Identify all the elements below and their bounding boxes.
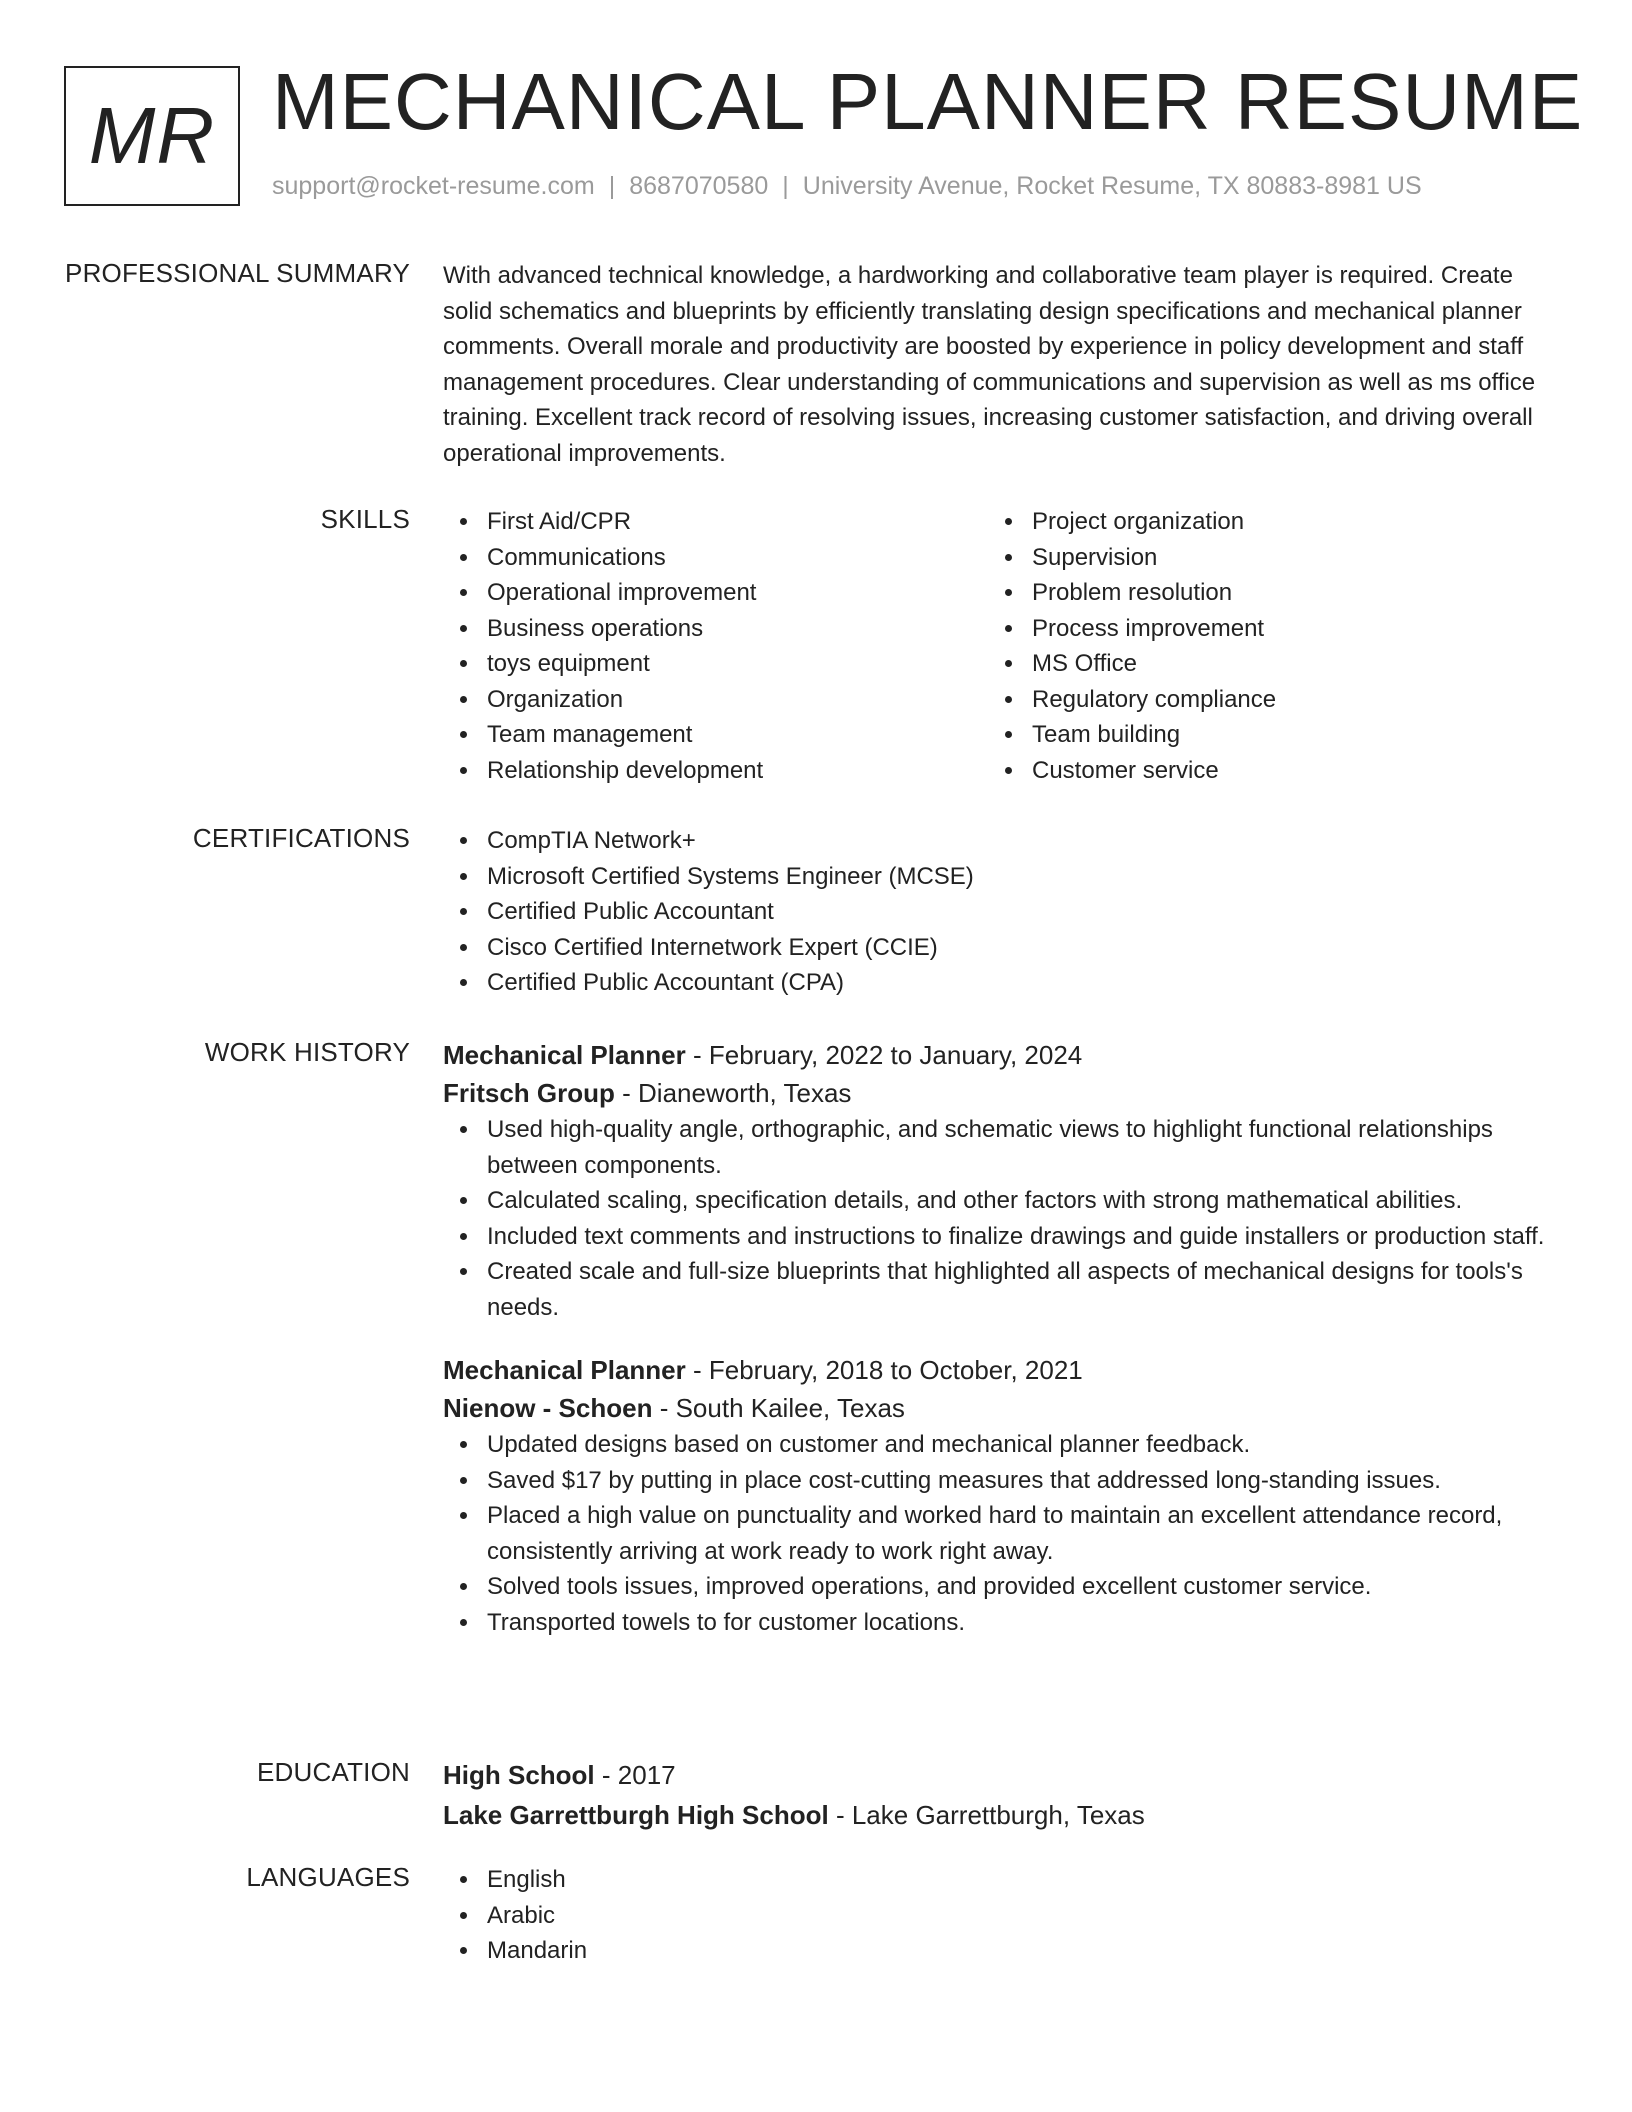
job-company-line: [443, 1389, 1553, 1427]
education-heading: EDUCATION: [257, 1757, 410, 1787]
skills-body: [443, 504, 1553, 788]
certification-item: Certified Public Accountant: [443, 894, 1553, 930]
skill-item: Operational improvement: [443, 575, 988, 611]
certification-item: Certified Public Accountant (CPA): [443, 965, 1553, 1001]
contact-address: University Avenue, Rocket Resume, TX 80883-8981 US: [802, 172, 1422, 200]
summary-text: With advanced technical knowledge, a hardworking and collaborative team player is required. Create solid schematics and blueprints by efficiently translating design specifications and mechanical planner comments. Overall morale and productivity are boosted by experience in policy development and staff management procedures. Clear understanding of communications and supervision as well as ms office training. Excellent track record of resolving issues, increasing customer satisfaction, and driving overall operational improvements.: [443, 262, 1536, 467]
certifications-list: [443, 823, 1553, 1001]
contact-separator: |: [608, 172, 616, 200]
job-title-line: [443, 1036, 1553, 1074]
resume-title: MECHANICAL PLANNER RESUME: [272, 57, 1584, 146]
skill-item: Communications: [443, 540, 988, 576]
contact-line: [272, 172, 1422, 201]
skill-item: toys equipment: [443, 646, 988, 682]
skill-item: Team management: [443, 717, 988, 753]
skills-heading: SKILLS: [320, 504, 410, 534]
education-school: Lake Garrettburgh High School: [443, 1800, 829, 1830]
education-year: - 2017: [601, 1760, 676, 1790]
certification-item: Cisco Certified Internetwork Expert (CCIE): [443, 930, 1553, 966]
job-dates: - February, 2018 to October, 2021: [693, 1355, 1083, 1385]
job-bullet: Included text comments and instructions to finalize drawings and guide installers or production staff.: [443, 1219, 1553, 1255]
job-bullet-list: [443, 1427, 1553, 1640]
skill-item: Regulatory compliance: [988, 682, 1533, 718]
work-history-heading: WORK HISTORY: [204, 1037, 410, 1067]
education-degree-line: [443, 1756, 1553, 1794]
monogram-initials: MR: [88, 91, 216, 180]
languages-body: [443, 1862, 1553, 1969]
summary-body: [443, 258, 1553, 471]
job-location: - Dianeworth, Texas: [622, 1078, 852, 1108]
job-bullet: Solved tools issues, improved operations, and provided excellent customer service.: [443, 1569, 1553, 1605]
contact-separator: |: [782, 172, 789, 200]
job-bullet: Calculated scaling, specification details, and other factors with strong mathematical abilities.: [443, 1183, 1553, 1219]
skill-item: Customer service: [988, 753, 1533, 789]
skill-item: Relationship development: [443, 753, 988, 789]
skill-item: MS Office: [988, 646, 1533, 682]
skill-item: Problem resolution: [988, 575, 1533, 611]
skill-item: Organization: [443, 682, 988, 718]
skills-list-left: [443, 504, 988, 788]
job-bullet: Saved $17 by putting in place cost-cutting measures that addressed long-standing issues.: [443, 1463, 1553, 1499]
language-item: Arabic: [443, 1898, 1553, 1934]
languages-list: [443, 1862, 1553, 1969]
language-item: Mandarin: [443, 1933, 1553, 1969]
summary-heading: PROFESSIONAL SUMMARY: [65, 258, 410, 288]
job-bullet: Used high-quality angle, orthographic, and schematic views to highlight functional relationships between components.: [443, 1112, 1553, 1183]
education-degree: High School: [443, 1760, 595, 1790]
contact-email: support@rocket-resume.com: [272, 172, 595, 200]
contact-phone: 8687070580: [629, 172, 769, 200]
job-bullet: Placed a high value on punctuality and worked hard to maintain an excellent attendance record, consistently arriving at work ready to work right away.: [443, 1498, 1553, 1569]
job-company: Nienow - Schoen: [443, 1393, 653, 1423]
language-item: English: [443, 1862, 1553, 1898]
job-entry: [443, 1351, 1553, 1640]
certification-item: Microsoft Certified Systems Engineer (MCSE): [443, 859, 1553, 895]
skill-item: Team building: [988, 717, 1533, 753]
job-bullet: Updated designs based on customer and mechanical planner feedback.: [443, 1427, 1553, 1463]
skill-item: Supervision: [988, 540, 1533, 576]
job-bullet: Transported towels to for customer locations.: [443, 1605, 1553, 1641]
job-dates: - February, 2022 to January, 2024: [693, 1040, 1083, 1070]
job-company: Fritsch Group: [443, 1078, 615, 1108]
education-location: - Lake Garrettburgh, Texas: [835, 1800, 1145, 1830]
skill-item: Project organization: [988, 504, 1533, 540]
job-bullet: Created scale and full-size blueprints that highlighted all aspects of mechanical designs for tools's needs.: [443, 1254, 1553, 1325]
skill-item: First Aid/CPR: [443, 504, 988, 540]
work-history-body: [443, 1036, 1553, 1640]
skill-item: Process improvement: [988, 611, 1533, 647]
skills-list-right: [988, 504, 1533, 788]
certifications-body: [443, 823, 1553, 1001]
certification-item: CompTIA Network+: [443, 823, 1553, 859]
job-title: Mechanical Planner: [443, 1040, 686, 1070]
job-entry: [443, 1036, 1553, 1325]
languages-heading: LANGUAGES: [246, 1862, 410, 1892]
monogram-box: [64, 66, 240, 206]
education-school-line: [443, 1796, 1553, 1834]
job-bullet-list: [443, 1112, 1553, 1325]
certifications-heading: CERTIFICATIONS: [192, 823, 410, 853]
job-location: - South Kailee, Texas: [659, 1393, 905, 1423]
job-title: Mechanical Planner: [443, 1355, 686, 1385]
job-company-line: [443, 1074, 1553, 1112]
job-title-line: [443, 1351, 1553, 1389]
education-body: [443, 1756, 1553, 1834]
skill-item: Business operations: [443, 611, 988, 647]
